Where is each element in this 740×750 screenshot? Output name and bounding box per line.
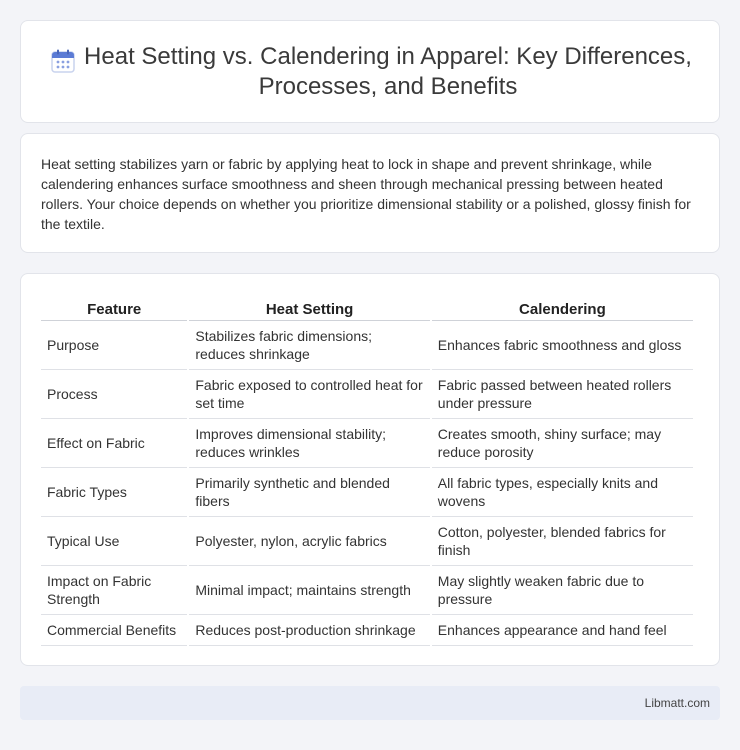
calendering-cell: Creates smooth, shiny surface; may reduce porosity [432, 419, 693, 468]
column-header-heat-setting: Heat Setting [189, 294, 429, 321]
title-card [20, 20, 720, 123]
comparison-table-card [20, 273, 720, 666]
table-row [41, 468, 693, 517]
heat-setting-cell: Primarily synthetic and blended fibers [189, 468, 429, 517]
feature-cell: Impact on Fabric Strength [41, 566, 187, 615]
table-row [41, 517, 693, 566]
heat-setting-cell: Minimal impact; maintains strength [189, 566, 429, 615]
comparison-table [39, 294, 695, 646]
column-header-calendering: Calendering [432, 294, 693, 321]
table-row [41, 370, 693, 419]
heat-setting-cell: Reduces post-production shrinkage [189, 615, 429, 646]
page-title: Heat Setting vs. Calendering in Apparel: Key Differences, Processes, and Benefits [84, 42, 692, 100]
feature-cell: Typical Use [41, 517, 187, 566]
column-header-feature: Feature [41, 294, 187, 321]
footer-bar [20, 686, 720, 720]
heat-setting-cell: Polyester, nylon, acrylic fabrics [189, 517, 429, 566]
calendering-cell: Cotton, polyester, blended fabrics for finish [432, 517, 693, 566]
footer-brand-link[interactable]: Libmatt.com [644, 696, 710, 710]
table-row [41, 615, 693, 646]
feature-cell: Commercial Benefits [41, 615, 187, 646]
calendering-cell: Enhances fabric smoothness and gloss [432, 321, 693, 370]
calendering-cell: May slightly weaken fabric due to pressure [432, 566, 693, 615]
calendering-cell: Fabric passed between heated rollers under pressure [432, 370, 693, 419]
feature-cell: Effect on Fabric [41, 419, 187, 468]
calendering-cell: All fabric types, especially knits and wovens [432, 468, 693, 517]
heat-setting-cell: Improves dimensional stability; reduces wrinkles [189, 419, 429, 468]
calendar-icon [50, 48, 76, 74]
feature-cell: Purpose [41, 321, 187, 370]
intro-paragraph: Heat setting stabilizes yarn or fabric by applying heat to lock in shape and prevent shrinkage, while calendering enhances surface smoothness and sheen through mechanical pressing between heated rollers. Your choice depends on whether you prioritize dimensional stability or a polished, glossy finish for the textile. [41, 156, 691, 232]
heat-setting-cell: Fabric exposed to controlled heat for set time [189, 370, 429, 419]
intro-card [20, 133, 720, 253]
table-row [41, 419, 693, 468]
table-row [41, 566, 693, 615]
feature-cell: Fabric Types [41, 468, 187, 517]
table-header-row [41, 294, 693, 321]
calendering-cell: Enhances appearance and hand feel [432, 615, 693, 646]
heat-setting-cell: Stabilizes fabric dimensions; reduces shrinkage [189, 321, 429, 370]
table-row [41, 321, 693, 370]
feature-cell: Process [41, 370, 187, 419]
